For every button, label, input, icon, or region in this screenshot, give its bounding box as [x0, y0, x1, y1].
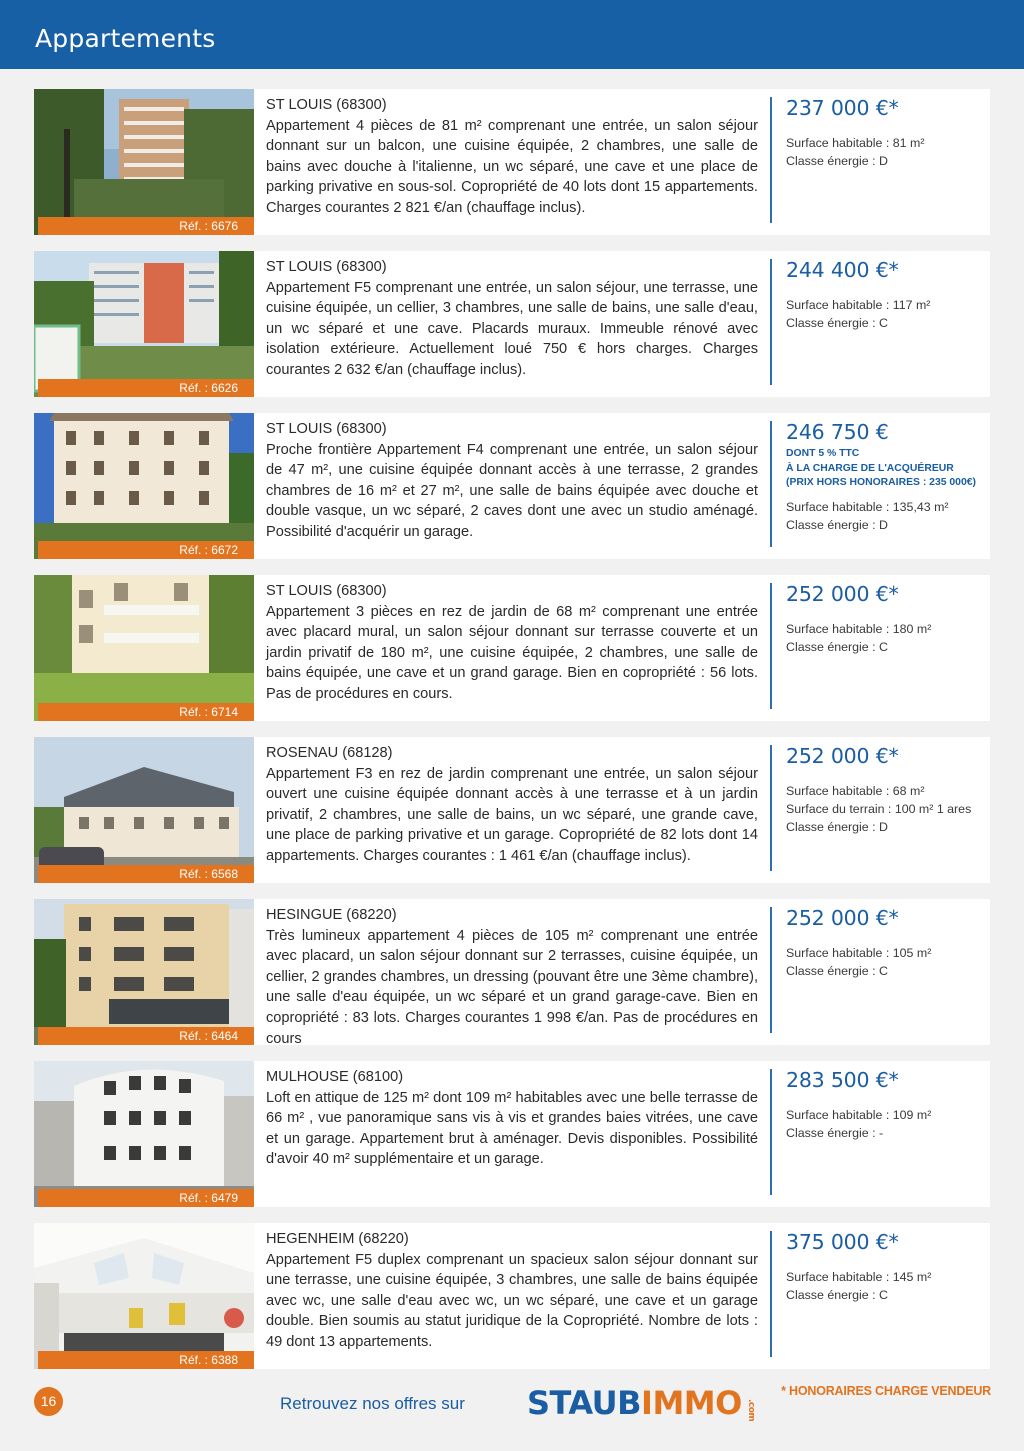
- listing-photo[interactable]: [34, 737, 254, 883]
- price-block: [786, 1229, 976, 1304]
- listing-description-block: [266, 257, 758, 381]
- listing-card[interactable]: [34, 899, 990, 1045]
- listing-location: ST LOUIS (68300): [266, 259, 387, 275]
- brand-name-part2: IMMO: [641, 1384, 742, 1422]
- listing-card[interactable]: [34, 413, 990, 559]
- surface-habitable: Surface habitable : 117 m²: [786, 298, 931, 312]
- listings: [34, 89, 990, 1369]
- surface-habitable: Surface habitable : 105 m²: [786, 946, 932, 960]
- column-divider: [770, 259, 772, 385]
- price-note: DONT 5 % TTC À LA CHARGE DE L'ACQUÉREUR (PRIX HORS HONORAIRES : 235 000€): [786, 448, 976, 489]
- listing-card[interactable]: [34, 1061, 990, 1207]
- listing-description-block: [266, 1229, 758, 1353]
- listing-photo[interactable]: [34, 1061, 254, 1207]
- listing-details: [254, 575, 990, 721]
- price-block: [786, 419, 976, 534]
- listing-description: Proche frontière Appartement F4 comprenant une entrée, un salon séjour de 47 m², une cuisine équipée donnant accès à une terrasse, 2 grandes chambres de 16 m² et 27 m², une salle de bains équipée avec douche et double vasque, un wc séparé, 2 caves dont une avec un studio aménagé. Possibilité d'acquérir un garage.: [266, 441, 758, 540]
- listing-price: 244 400 €*: [786, 258, 899, 282]
- listing-specs: [786, 1268, 976, 1304]
- price-block: [786, 257, 976, 332]
- land-surface: Surface du terrain : 100 m² 1 ares: [786, 802, 972, 816]
- surface-habitable: Surface habitable : 135,43 m²: [786, 499, 949, 514]
- listing-description: Appartement F5 duplex comprenant un spacieux salon séjour donnant sur une terrasse, une cuisine équipée, 3 chambres, une salle de bains équipée avec wc, une salle d'eau avec wc, un wc séparé, une cave et un garage double. Bien soumis au statut juridique de la Copropriété. Nombre de lots : 49 dont 13 appartements.: [266, 1251, 758, 1350]
- listing-card[interactable]: [34, 575, 990, 721]
- listing-location: ROSENAU (68128): [266, 745, 393, 761]
- energy-class: Classe énergie : C: [786, 316, 888, 330]
- reference-badge: Réf. : 6672: [38, 541, 254, 559]
- listing-details: [254, 899, 990, 1045]
- honoraires-note: * HONORAIRES CHARGE VENDEUR: [781, 1384, 991, 1398]
- listing-photo[interactable]: [34, 899, 254, 1045]
- listing-price: 252 000 €*: [786, 744, 899, 768]
- brand-name-part1: STAUB: [527, 1384, 642, 1422]
- surface-habitable: Surface habitable : 109 m²: [786, 1108, 932, 1122]
- listing-description: Appartement 3 pièces en rez de jardin de 68 m² comprenant une entrée avec placard mural, un salon séjour donnant sur terrasse couverte et un jardin privatif de 180 m², une cuisine équipée, 2 chambres, une salle de bains équipée, une cave et un grand garage. Bien en copropriété : 56 lots. Pas de procédures en cours.: [266, 603, 758, 702]
- listing-price: 252 000 €*: [786, 906, 899, 930]
- reference-badge: Réf. : 6388: [38, 1351, 254, 1369]
- listing-location: ST LOUIS (68300): [266, 583, 387, 599]
- listing-location: ST LOUIS (68300): [266, 97, 387, 113]
- listing-description-block: [266, 1067, 758, 1170]
- column-divider: [770, 1069, 772, 1195]
- listing-card[interactable]: [34, 251, 990, 397]
- energy-class: Classe énergie : D: [786, 154, 888, 168]
- listing-location: ST LOUIS (68300): [266, 421, 387, 437]
- reference-badge: Réf. : 6568: [38, 865, 254, 883]
- listing-photo[interactable]: [34, 251, 254, 397]
- listing-description: Appartement F3 en rez de jardin comprenant une entrée, un salon séjour ouvert une cuisine équipée donnant accès à une terrasse et à un jardin privatif, 2 chambres, une salle de bains, un wc séparé, une grande cave, une place de parking privative et un garage. Copropriété de 82 lots dont 14 appartements. Charges courantes : 1 461 €/an (chauffage inclus).: [266, 765, 758, 864]
- listing-description-block: [266, 905, 758, 1049]
- listing-description-block: [266, 419, 758, 543]
- listing-description: Loft en attique de 125 m² dont 109 m² habitables avec une belle terrasse de 66 m² , vue panoramique sans vis à vis et grandes baies vitrées, une cave et un garage. Appartement brut à aménager. Devis disponibles. Possibilité d'avoir 40 m² supplémentaire et un garage.: [266, 1089, 758, 1168]
- footer-tagline: Retrouvez nos offres sur: [280, 1394, 465, 1413]
- reference-badge: Réf. : 6464: [38, 1027, 254, 1045]
- surface-habitable: Surface habitable : 81 m²: [786, 136, 925, 150]
- listing-price: 283 500 €*: [786, 1068, 899, 1092]
- listing-details: [254, 413, 990, 559]
- listing-description-block: [266, 581, 758, 705]
- listing-details: [254, 89, 990, 235]
- surface-habitable: Surface habitable : 68 m²: [786, 784, 925, 798]
- page-header: [0, 0, 1024, 69]
- listing-photo[interactable]: [34, 575, 254, 721]
- listing-description-block: [266, 95, 758, 219]
- price-block: [786, 1067, 976, 1142]
- price-block: [786, 581, 976, 656]
- listing-specs: [786, 1106, 976, 1142]
- listing-price: 252 000 €*: [786, 582, 899, 606]
- listing-price: 375 000 €*: [786, 1230, 899, 1254]
- listing-location: HESINGUE (68220): [266, 907, 397, 923]
- listing-photo[interactable]: [34, 1223, 254, 1369]
- energy-class: Classe énergie : D: [786, 820, 888, 834]
- page-title: Appartements: [35, 24, 216, 53]
- energy-class: Classe énergie : -: [786, 1126, 884, 1140]
- page-number: 16: [34, 1387, 63, 1416]
- price-block: [786, 95, 976, 170]
- surface-habitable: Surface habitable : 145 m²: [786, 1270, 932, 1284]
- listing-photo[interactable]: [34, 89, 254, 235]
- listing-specs: [786, 944, 976, 980]
- energy-class: Classe énergie : C: [786, 1288, 888, 1302]
- listing-photo[interactable]: [34, 413, 254, 559]
- column-divider: [770, 97, 772, 223]
- listing-details: [254, 1223, 990, 1369]
- listing-location: MULHOUSE (68100): [266, 1069, 404, 1085]
- listing-specs: [786, 782, 976, 836]
- listing-details: [254, 1061, 990, 1207]
- brand-logo[interactable]: [527, 1384, 764, 1422]
- listing-card[interactable]: [34, 1223, 990, 1369]
- listing-location: HEGENHEIM (68220): [266, 1231, 409, 1247]
- reference-badge: Réf. : 6479: [38, 1189, 254, 1207]
- energy-class: Classe énergie : C: [786, 640, 888, 654]
- energy-class: Classe énergie : D: [786, 517, 888, 532]
- reference-badge: Réf. : 6676: [38, 217, 254, 235]
- listing-specs: [786, 498, 976, 534]
- listing-price: 237 000 €*: [786, 96, 899, 120]
- listing-details: [254, 737, 990, 883]
- listing-description-block: [266, 743, 758, 867]
- listing-description: Appartement 4 pièces de 81 m² comprenant une entrée, un salon séjour donnant sur un balcon, une cuisine équipée, 2 chambres, une salle de bains avec douche à l'italienne, un wc séparé, une cave et une place de parking privative en sous-sol. Copropriété de 40 lots dont 15 appartements. Charges courantes 2 821 €/an (chauffage inclus).: [266, 117, 758, 216]
- listing-specs: [786, 620, 976, 656]
- page-footer: [0, 1372, 1024, 1451]
- column-divider: [770, 1231, 772, 1357]
- reference-badge: Réf. : 6714: [38, 703, 254, 721]
- listing-card[interactable]: [34, 737, 990, 883]
- price-block: [786, 743, 976, 836]
- listing-description: Très lumineux appartement 4 pièces de 105 m² comprenant une entrée avec placard, un salon séjour donnant sur 2 terrasses, cuisine équipée, un cellier, 2 grandes chambres, un dressing (pouvant être une 3ème chambre), une salle d'eau équipée, un wc séparé et un grand garage-cave. Bien en copropriété : 83 lots. Charges courantes 1 998 €/an. Pas de procédures en cours: [266, 927, 758, 1047]
- price-block: [786, 905, 976, 980]
- brand-domain: .com: [745, 1399, 756, 1422]
- listing-specs: [786, 134, 976, 170]
- listing-price: 246 750 €: [786, 420, 889, 444]
- column-divider: [770, 583, 772, 709]
- listing-specs: [786, 296, 976, 332]
- column-divider: [770, 421, 772, 547]
- column-divider: [770, 907, 772, 1033]
- column-divider: [770, 745, 772, 871]
- reference-badge: Réf. : 6626: [38, 379, 254, 397]
- energy-class: Classe énergie : C: [786, 964, 888, 978]
- listing-card[interactable]: [34, 89, 990, 235]
- listing-details: [254, 251, 990, 397]
- listing-description: Appartement F5 comprenant une entrée, un salon séjour, une terrasse, une cuisine équipée, un cellier, 3 chambres, une salle de bains, une salle d'eau, un wc séparé et une cave. Placards muraux. Immeuble rénové avec isolation extérieure. Actuellement loué 750 € hors charges. Charges courantes 2 632 €/an (chauffage inclus).: [266, 279, 758, 378]
- surface-habitable: Surface habitable : 180 m²: [786, 622, 932, 636]
